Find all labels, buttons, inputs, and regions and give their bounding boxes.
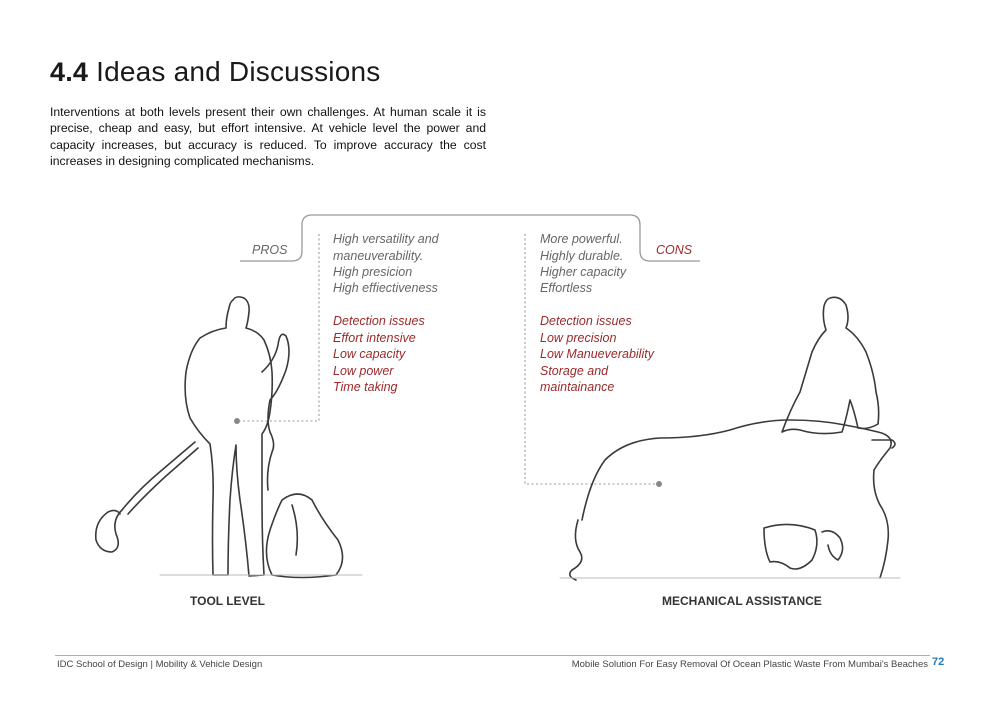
footer-right-text: Mobile Solution For Easy Removal Of Ocean Plastic Waste From Mumbai's Beaches — [571, 659, 928, 670]
mech-con-item: Low Manueverability — [540, 347, 654, 361]
hose-line — [262, 334, 289, 490]
mech-pro-item: Highly durable. — [540, 249, 624, 263]
tool-level-caption: TOOL LEVEL — [190, 594, 265, 608]
grabber-tool — [96, 442, 195, 552]
pros-label: PROS — [252, 243, 288, 257]
person-silhouette — [185, 297, 272, 576]
tool-con-item: Time taking — [333, 380, 398, 394]
tool-con-item: Low power — [333, 364, 394, 378]
section-title: Ideas and Discussions — [96, 56, 381, 87]
footer-left-text: IDC School of Design | Mobility & Vehicle Design — [57, 659, 263, 670]
mech-con-item: Detection issues — [540, 314, 632, 328]
tool-pro-item: High presicion — [333, 265, 413, 279]
mech-text-group — [540, 232, 655, 394]
vehicle-body — [582, 420, 891, 578]
tool-text-group — [333, 232, 440, 394]
intro-paragraph: Interventions at both levels present their own challenges. At human scale it is precise, cheap and easy, but effort intensive. At vehicle level the power and capacity increases, but accuracy is reduced. To improve accuracy the cost increases in designing complicated mechanisms. — [50, 105, 486, 169]
mech-pro-item: More powerful. — [540, 232, 623, 246]
section-number: 4.4 — [50, 57, 89, 87]
footer-rule — [55, 655, 930, 656]
tool-pro-item: maneuverability. — [333, 249, 424, 263]
page-number: 72 — [932, 656, 945, 668]
tool-con-item: Effort intensive — [333, 331, 416, 345]
mech-pro-item: Effortless — [540, 281, 593, 295]
rider-silhouette — [782, 297, 879, 433]
tool-pro-item: High versatility and — [333, 232, 439, 246]
tool-con-item: Detection issues — [333, 314, 425, 328]
tool-pointer-dot — [234, 418, 240, 424]
trash-bag — [266, 494, 342, 578]
mech-con-item: Storage and — [540, 364, 609, 378]
tool-con-item: Low capacity — [333, 347, 406, 361]
mech-con-item: Low precision — [540, 331, 617, 345]
cons-label: CONS — [656, 243, 693, 257]
mech-pro-item: Higher capacity — [540, 265, 627, 279]
wheel-right — [764, 524, 817, 569]
mechanical-assistance-caption: MECHANICAL ASSISTANCE — [662, 594, 822, 608]
mech-pointer-dot — [656, 481, 662, 487]
mech-con-item: maintainance — [540, 380, 615, 394]
wheel-left — [570, 520, 582, 580]
tool-pro-item: High effiectiveness — [333, 281, 438, 295]
connector-lines — [240, 215, 700, 261]
tool-level-sketch — [96, 297, 362, 578]
